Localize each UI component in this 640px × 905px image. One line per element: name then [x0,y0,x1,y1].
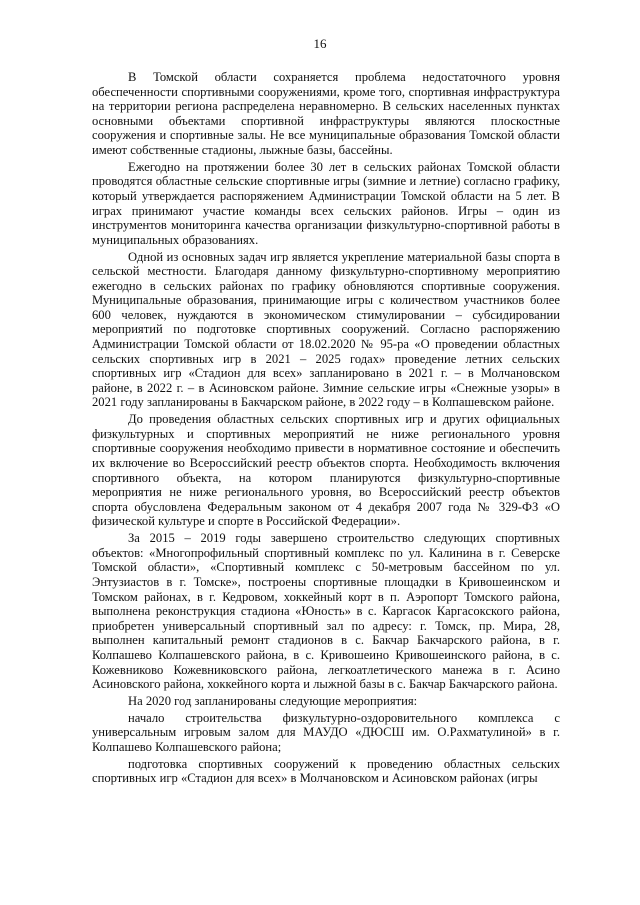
paragraph: Одной из основных задач игр является укрепление материальной базы спорта в сельской местности. Благодаря данному физкультурно-спортивному мероприятию ежегодно в сельских районах по графику обновляются спортивные сооружения. Муниципальные образования, принимающие игры с количеством участников более 600 человек, нуждаются в экономическом стимулировании – субсидировании мероприятий по подготовке спортивных сооружений. Согласно распоряжению Администрации Томской области от 18.02.2020 № 95-ра «О проведении областных сельских спортивных игр в 2021 – 2025 годах» проведение летних сельских спортивных игр «Стадион для всех» запланировано в 2021 г. – в Молчановском районе, в 2022 г. – в Асиновском районе. Зимние сельские игры «Снежные узоры» в 2021 году запланированы в Бакчарском районе, в 2022 году – в Колпашевском районе. [92,249,560,410]
paragraph: За 2015 – 2019 годы завершено строительство следующих спортивных объектов: «Многопрофильный спортивный комплекс по ул. Калинина в г. Северске Томской области», «Спортивный комплекс с 50-метровым бассейном по ул. Энтузиастов в г. Томске», построены спортивные площадки в Кривошеинском и Томском районах, в г. Кедровом, хоккейный корт в п. Аэропорт Томского района, выполнена реконструкция стадиона «Юность» в с. Каргасок Каргасокского района, приобретен универсальный спортивный зал по адресу: г. Томск, пр. Мира, 28, выполнен капитальный ремонт стадионов в с. Бакчар Бакчарского района, в г. Колпашево Колпашевского района, в с. Кривошеино Кривошеинского района, в с. Кожевниково Кожевниковского района, легкоатлетического манежа в г. Асино Асиновского района, хоккейного корта и лыжной базы в с. Бакчар Бакчарского района. [92,531,560,692]
paragraph: подготовка спортивных сооружений к проведению областных сельских спортивных игр «Стадион для всех» в Молчановском и Асиновском районах (игры [92,756,560,786]
paragraph: На 2020 год запланированы следующие мероприятия: [128,693,418,708]
document-body [92,70,560,788]
paragraph: В Томской области сохраняется проблема недостаточного уровня обеспеченности спортивными сооружениями, кроме того, спортивная инфраструктура на территории региона распределена неравномерно. В сельских населенных пунктах основными объектами спортивной инфраструктуры являются плоскостные сооружения и спортивные залы. Не все муниципальные образования Томской области имеют собственные стадионы, лыжные базы, бассейны. [92,70,560,157]
paragraph: начало строительства физкультурно-оздоровительного комплекса с универсальным игровым залом для МАУДО «ДЮСШ им. О.Рахматулиной» в г. Колпашево Колпашевского района; [92,710,560,754]
paragraph: Ежегодно на протяжении более 30 лет в сельских районах Томской области проводятся областные сельские спортивные игры (зимние и летние) согласно графику, который утверждается распоряжением Администрации Томской области на 5 лет. В играх принимают участие команды всех сельских районов. Игры – один из инструментов мониторинга качества организации физкультурно-спортивной работы в муниципальных образованиях. [92,159,560,247]
paragraph: До проведения областных сельских спортивных игр и других официальных физкультурных и спортивных мероприятий не ниже регионального уровня спортивные сооружения необходимо привести в нормативное состояние и обеспечить их включение во Всероссийский реестр объектов спорта. Необходимость включения спортивного объекта, на котором планируются физкультурно-спортивные мероприятия не ниже регионального уровня, во Всероссийский реестр объектов спорта обусловлена Федеральным законом от 4 декабря 2007 года № 329-ФЗ «О физической культуре и спорте в Российской Федерации». [92,412,560,529]
page-number: 16 [313,36,327,51]
